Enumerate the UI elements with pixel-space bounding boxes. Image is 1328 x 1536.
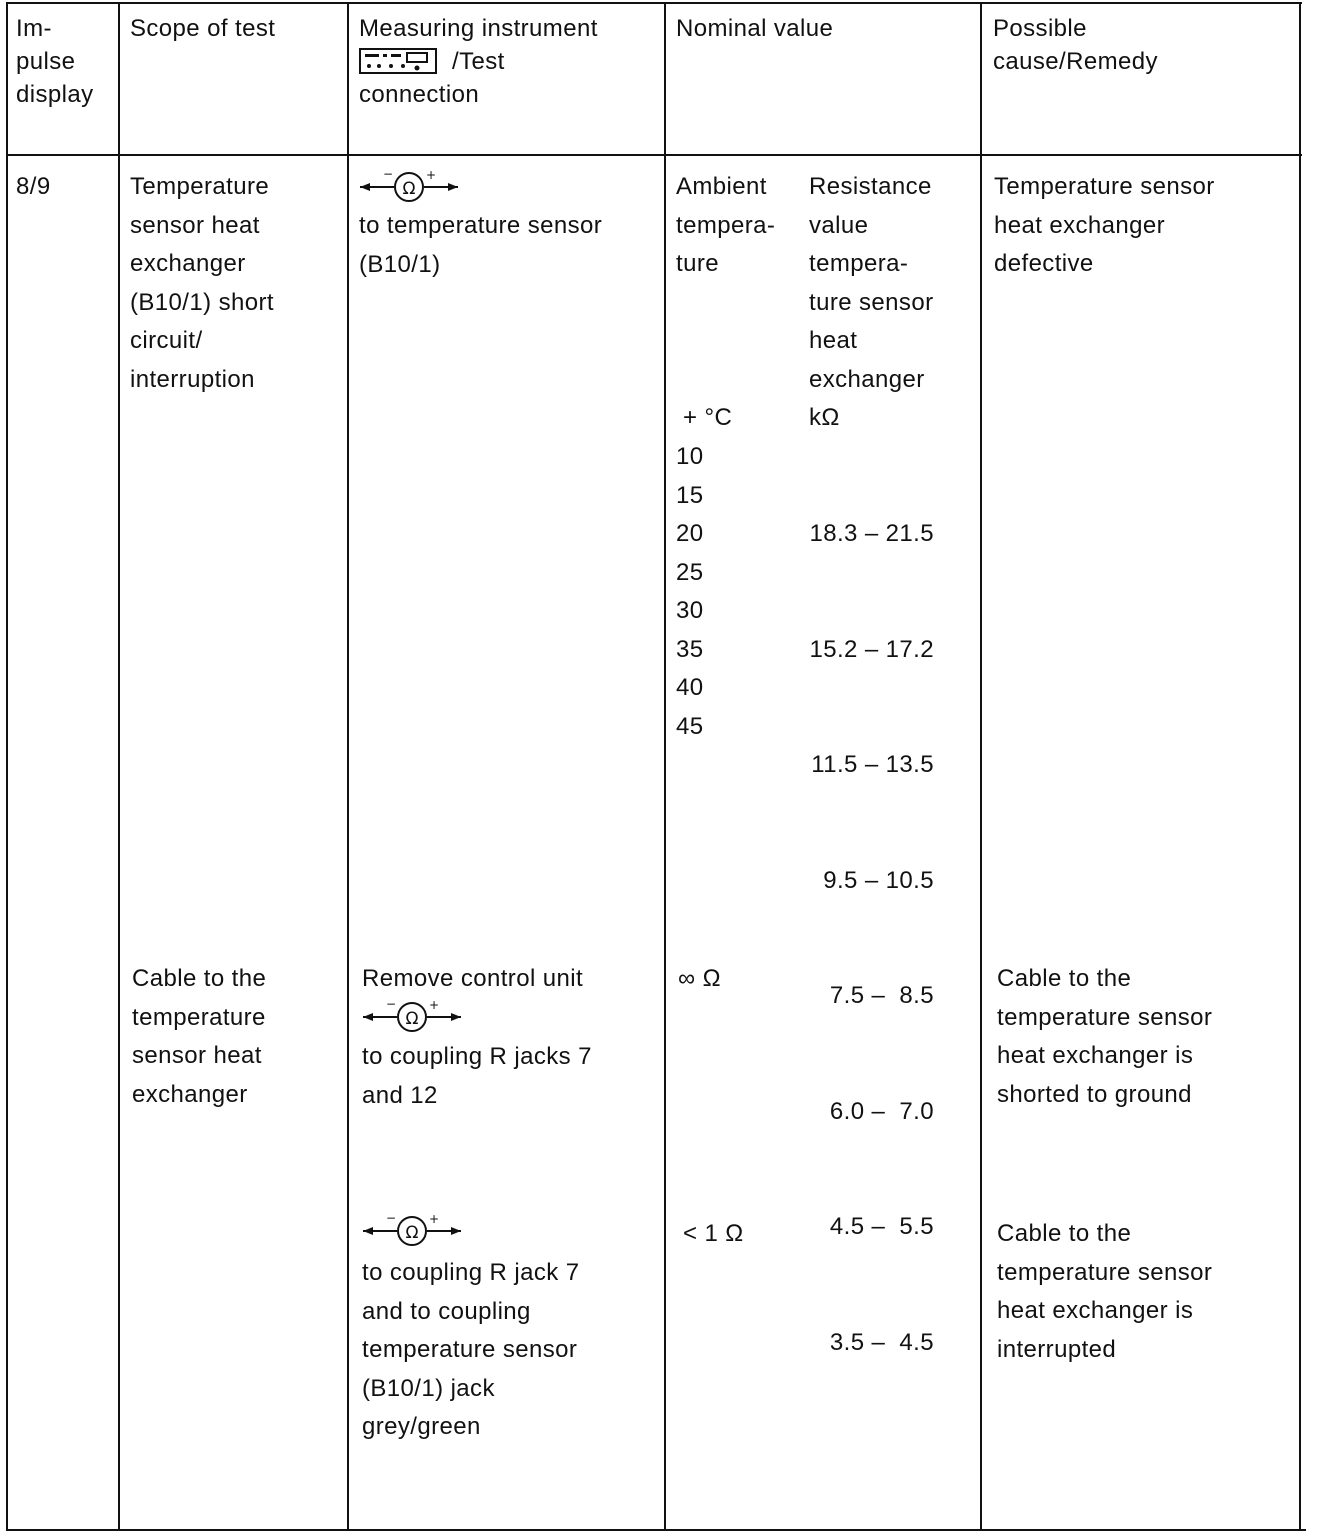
table-bottom-border [6, 1529, 1306, 1531]
header-measuring-instrument-line1: Measuring instrument [359, 15, 598, 42]
temp-15: 15 [676, 481, 704, 509]
temp-45: 45 [676, 712, 704, 740]
ohmmeter-symbol-icon [361, 1000, 461, 1032]
col-border-right [1299, 2, 1301, 1531]
temp-30: 30 [676, 597, 704, 624]
range-35: 6.0 – 7.0 [829, 1097, 934, 1125]
row2-instrument-top: Remove control unit [362, 965, 584, 992]
row1-nominal-ambient: Ambient tempera- ture [676, 173, 776, 277]
svg-text:Ω: Ω [405, 1223, 419, 1243]
temp-35: 35 [676, 635, 704, 663]
col-border-1 [118, 2, 120, 1531]
ohmmeter-symbol-icon [361, 1214, 461, 1246]
range-10: 18.3 – 21.5 [809, 520, 934, 547]
col-border-2 [347, 2, 349, 1531]
col-border-3 [664, 2, 666, 1531]
header-measuring-instrument-line3: connection [359, 81, 480, 108]
col-border-left [6, 2, 8, 1531]
row2-instrument-bottom: to coupling R jacks 7 and 12 [362, 1043, 592, 1109]
temperature-values [676, 438, 704, 746]
svg-text:−: − [385, 1000, 397, 1011]
header-nominal-value: Nominal value [676, 15, 834, 42]
range-40: 4.5 – 5.5 [829, 1213, 934, 1240]
row3-cause: Cable to the temperature sensor heat exchanger is interrupted [997, 1220, 1213, 1363]
resistance-ranges [790, 438, 934, 1439]
header-possible-cause: Possible cause/Remedy [993, 15, 1158, 75]
svg-text:+: + [428, 1214, 440, 1226]
svg-text:+: + [428, 1000, 440, 1012]
impulse-display-value: 8/9 [16, 173, 51, 200]
multimeter-icon [359, 48, 437, 74]
svg-text:Ω: Ω [405, 1009, 419, 1029]
range-25: 9.5 – 10.5 [823, 866, 934, 894]
svg-text:−: − [385, 1214, 397, 1225]
row2-nominal: ∞ Ω [678, 965, 721, 992]
row1-cause: Temperature sensor heat exchanger defective [994, 173, 1215, 277]
ohmmeter-symbol-icon [358, 170, 458, 202]
temp-10: 10 [676, 443, 704, 470]
svg-text:Ω: Ω [402, 179, 416, 199]
header-measuring-instrument-line2: /Test [452, 48, 505, 75]
temp-20: 20 [676, 520, 704, 547]
row3-instrument: to coupling R jack 7 and to coupling temperature sensor (B10/1) jack grey/green [362, 1259, 580, 1440]
row2-scope: Cable to the temperature sensor heat exchanger [132, 965, 267, 1108]
row1-scope: Temperature sensor heat exchanger (B10/1) short circuit/ interruption [130, 173, 274, 393]
row1-nominal-resistance: Resistance value tempera- ture sensor heat exchanger [809, 173, 934, 393]
range-15: 15.2 – 17.2 [809, 635, 934, 663]
row1-instrument: to temperature sensor (B10/1) [359, 212, 603, 278]
range-20: 11.5 – 13.5 [811, 751, 934, 778]
temp-40: 40 [676, 674, 704, 701]
table-top-border [6, 2, 1302, 4]
header-scope-of-test: Scope of test [130, 15, 276, 42]
header-bottom-border [6, 154, 1302, 156]
unit-celsius: + °C [683, 404, 733, 431]
svg-text:+: + [425, 170, 437, 182]
svg-text:−: − [382, 170, 394, 181]
unit-kohm: kΩ [809, 404, 840, 431]
row2-cause: Cable to the temperature sensor heat exchanger is shorted to ground [997, 965, 1213, 1108]
col-border-4 [980, 2, 982, 1531]
row3-nominal: < 1 Ω [683, 1220, 744, 1247]
temp-25: 25 [676, 558, 704, 586]
range-30: 7.5 – 8.5 [829, 982, 934, 1009]
range-45: 3.5 – 4.5 [829, 1328, 934, 1356]
header-impulse-display: Im- pulse display [16, 15, 94, 108]
